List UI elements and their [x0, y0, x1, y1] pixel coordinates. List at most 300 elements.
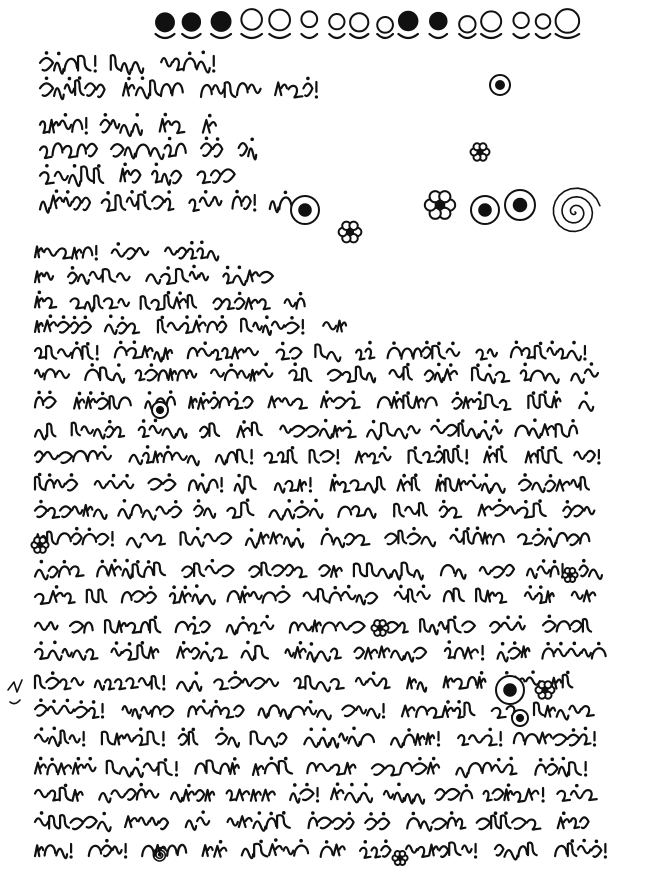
- script-stroke: [527, 569, 537, 578]
- script-stroke: [35, 271, 43, 282]
- script-line: [35, 445, 600, 466]
- script-stroke: [366, 373, 375, 382]
- script-stroke: [547, 764, 558, 775]
- script-stroke: [232, 197, 241, 209]
- script-stroke: [455, 569, 465, 578]
- script-stroke: [204, 508, 215, 517]
- script-stroke: [60, 788, 71, 801]
- script-stroke: [103, 269, 116, 282]
- script-stroke: [63, 146, 76, 158]
- diacritic-dot: [246, 641, 250, 645]
- flower-center: [398, 856, 403, 861]
- diacritic-dot: [88, 757, 92, 761]
- diacritic-dot: [168, 137, 172, 141]
- script-stroke: [81, 166, 92, 181]
- script-stroke: [303, 84, 312, 97]
- script-stroke: [150, 80, 159, 95]
- diacritic-dot: [523, 473, 527, 477]
- diacritic-dot: [48, 390, 52, 394]
- script-stroke: [58, 322, 70, 333]
- script-stroke: [193, 321, 206, 332]
- script-stroke: [214, 648, 227, 658]
- diacritic-dot: [347, 812, 351, 816]
- script-stroke: [208, 480, 217, 490]
- diacritic-dot: [488, 728, 492, 732]
- diacritic-dot: [78, 392, 82, 396]
- diacritic-dot: [572, 341, 576, 345]
- script-stroke: [259, 299, 270, 309]
- script-stroke: [89, 708, 99, 718]
- script-stroke: [518, 846, 527, 856]
- script-stroke: [352, 506, 363, 516]
- diacritic-dot: [49, 314, 53, 318]
- script-stroke: [188, 370, 197, 377]
- script-stroke: [439, 622, 448, 629]
- script-stroke: [203, 845, 213, 856]
- script-stroke: [512, 818, 526, 829]
- diacritic-dot: [485, 473, 489, 477]
- diacritic-dot: [495, 419, 499, 423]
- script-stroke: [294, 538, 303, 547]
- script-stroke: [583, 619, 591, 632]
- script-stroke: [227, 625, 236, 634]
- script-stroke: [222, 348, 231, 358]
- script-stroke: [468, 763, 481, 773]
- script-stroke: [58, 349, 71, 356]
- script-stroke: [296, 298, 304, 308]
- script-stroke: [445, 648, 454, 658]
- diacritic-dot: [233, 757, 237, 761]
- script-stroke: [405, 652, 414, 661]
- diacritic-dot: [513, 641, 517, 645]
- script-stroke: [421, 821, 432, 830]
- script-stroke: [350, 480, 363, 490]
- script-stroke: [534, 503, 546, 516]
- script-stroke: [188, 706, 196, 716]
- script-stroke: [532, 483, 545, 492]
- script-stroke: [378, 569, 390, 578]
- flower-ornament-icon: [471, 143, 490, 160]
- script-stroke: [406, 845, 417, 852]
- diacritic-dot: [73, 164, 77, 168]
- script-stroke: [442, 706, 453, 717]
- script-stroke: [80, 322, 91, 333]
- title-glyph: [481, 11, 501, 31]
- script-stroke: [173, 453, 187, 460]
- diacritic-dot: [235, 190, 239, 194]
- punctuation-dot: [96, 357, 99, 360]
- diacritic-dot: [115, 641, 119, 645]
- diacritic-dot: [412, 812, 416, 816]
- punctuation-dot: [437, 743, 440, 746]
- title-glyph: [350, 13, 368, 31]
- script-stroke: [115, 734, 124, 745]
- script-stroke: [461, 790, 473, 800]
- diacritic-dot: [113, 559, 117, 563]
- script-stroke: [425, 397, 436, 407]
- script-stroke: [135, 735, 147, 745]
- script-stroke: [174, 297, 187, 308]
- diacritic-dot: [325, 840, 329, 844]
- script-stroke: [237, 83, 248, 95]
- script-stroke: [125, 734, 134, 741]
- diacritic-dot: [265, 315, 269, 319]
- script-stroke: [71, 566, 84, 576]
- script-stroke: [213, 299, 222, 310]
- diacritic-dot: [539, 758, 543, 762]
- script-stroke: [436, 480, 444, 491]
- script-stroke: [35, 623, 47, 630]
- script-stroke: [48, 508, 59, 518]
- script-stroke: [540, 395, 551, 408]
- script-stroke: [201, 85, 212, 97]
- diacritic-dot: [188, 52, 192, 56]
- script-stroke: [243, 679, 252, 686]
- diacritic-dot: [325, 390, 329, 394]
- script-stroke: [285, 299, 296, 306]
- diacritic-dot: [234, 671, 238, 675]
- script-stroke: [241, 503, 253, 516]
- script-stroke: [102, 845, 112, 856]
- script-stroke: [473, 533, 481, 543]
- script-stroke: [394, 504, 404, 517]
- script-stroke: [186, 820, 196, 829]
- script-stroke: [192, 594, 201, 603]
- script-stroke: [192, 537, 204, 546]
- script-stroke: [548, 450, 561, 463]
- script-stroke: [448, 620, 460, 633]
- script-stroke: [118, 299, 128, 306]
- script-stroke: [72, 533, 82, 544]
- script-stroke: [366, 593, 377, 604]
- script-stroke: [457, 819, 465, 829]
- spiral-ornament-icon: [512, 710, 528, 726]
- script-stroke: [398, 480, 411, 491]
- script-stroke: [444, 591, 453, 601]
- script-stroke: [525, 789, 538, 800]
- script-stroke: [356, 367, 365, 380]
- script-stroke: [345, 763, 356, 774]
- title-underloop: [430, 34, 448, 38]
- title-underloop: [156, 34, 175, 38]
- script-stroke: [105, 325, 117, 334]
- script-stroke: [578, 846, 591, 853]
- diacritic-dot: [437, 445, 441, 449]
- diacritic-dot: [205, 641, 209, 645]
- script-line: [40, 113, 216, 136]
- diacritic-dot: [406, 391, 410, 395]
- diacritic-dot: [39, 757, 43, 761]
- diacritic-dot: [130, 190, 134, 194]
- punctuation-dot: [85, 131, 88, 134]
- diacritic-dot: [221, 315, 225, 319]
- script-stroke: [170, 593, 178, 603]
- diacritic-dot: [211, 559, 215, 563]
- diacritic-dot: [418, 757, 422, 761]
- script-stroke: [35, 246, 43, 257]
- script-stroke: [485, 591, 494, 602]
- script-stroke: [237, 623, 249, 633]
- script-stroke: [294, 678, 304, 688]
- script-stroke: [492, 708, 506, 718]
- script-stroke: [230, 399, 242, 409]
- script-stroke: [84, 622, 92, 632]
- diacritic-dot: [78, 76, 82, 80]
- title-glyph: [398, 11, 417, 30]
- diacritic-dot: [539, 585, 543, 589]
- diacritic-dot: [169, 390, 173, 394]
- script-stroke: [221, 169, 234, 182]
- script-stroke: [552, 396, 561, 407]
- diacritic-dot: [123, 162, 127, 166]
- script-stroke: [97, 534, 108, 545]
- script-stroke: [444, 450, 452, 463]
- script-stroke: [533, 534, 544, 545]
- script-stroke: [407, 678, 416, 689]
- script-stroke: [88, 451, 98, 461]
- script-stroke: [54, 63, 63, 74]
- diacritic-dot: [451, 342, 455, 346]
- title-underloop: [556, 34, 580, 38]
- script-stroke: [227, 508, 240, 518]
- script-stroke: [146, 274, 160, 283]
- script-stroke: [361, 734, 374, 744]
- diacritic-dot: [582, 839, 586, 843]
- script-stroke: [35, 594, 49, 604]
- script-stroke: [412, 478, 420, 491]
- script-stroke: [165, 145, 175, 157]
- script-stroke: [404, 367, 412, 380]
- script-stroke: [509, 648, 521, 659]
- script-stroke: [262, 790, 275, 801]
- diacritic-dot: [127, 77, 131, 81]
- diacritic-dot: [178, 291, 182, 295]
- script-line: [35, 559, 602, 580]
- title-underloop: [301, 34, 317, 38]
- punctuation-dot: [253, 208, 256, 211]
- diacritic-dot: [504, 811, 508, 815]
- script-stroke: [501, 623, 515, 630]
- diacritic-dot: [105, 839, 109, 843]
- script-stroke: [556, 533, 567, 543]
- diacritic-dot: [264, 363, 268, 367]
- diacritic-dot: [523, 363, 527, 367]
- script-stroke: [501, 816, 511, 829]
- script-stroke: [277, 815, 290, 828]
- script-stroke: [278, 452, 287, 462]
- diacritic-dot: [38, 473, 42, 477]
- script-stroke: [288, 86, 302, 98]
- script-stroke: [414, 397, 424, 408]
- script-stroke: [191, 681, 201, 690]
- script-stroke: [101, 120, 111, 133]
- script-stroke: [447, 818, 456, 828]
- script-stroke: [162, 428, 176, 437]
- script-stroke: [228, 591, 239, 601]
- script-stroke: [413, 348, 421, 358]
- script-stroke: [200, 621, 210, 632]
- script-stroke: [239, 816, 252, 827]
- title-glyph: [556, 9, 580, 33]
- script-stroke: [73, 763, 84, 774]
- diacritic-dot: [333, 586, 337, 590]
- script-stroke: [304, 592, 317, 599]
- script-stroke: [364, 508, 375, 517]
- script-stroke: [284, 509, 294, 518]
- script-stroke: [269, 396, 281, 407]
- script-stroke: [496, 593, 507, 603]
- script-stroke: [97, 566, 107, 576]
- script-stroke: [472, 368, 483, 381]
- script-stroke: [385, 534, 397, 545]
- script-stroke: [35, 570, 48, 579]
- script-stroke: [319, 738, 329, 747]
- script-stroke: [53, 143, 63, 155]
- diacritic-dot: [395, 391, 399, 395]
- script-stroke: [138, 194, 150, 209]
- script-stroke: [295, 507, 308, 518]
- script-stroke: [290, 622, 298, 632]
- script-stroke: [426, 733, 434, 744]
- script-stroke: [182, 566, 193, 577]
- diacritic-dot: [70, 473, 74, 477]
- script-stroke: [65, 593, 75, 603]
- script-stroke: [235, 484, 244, 493]
- diacritic-dot: [364, 783, 368, 787]
- script-stroke: [207, 322, 217, 332]
- script-stroke: [35, 370, 43, 377]
- script-stroke: [534, 703, 544, 716]
- diacritic-dot: [293, 362, 297, 366]
- script-stroke: [449, 508, 461, 518]
- diacritic-dot: [571, 419, 575, 423]
- script-stroke: [198, 349, 212, 356]
- script-stroke: [77, 144, 86, 156]
- script-stroke: [316, 682, 330, 691]
- script-stroke: [483, 533, 492, 544]
- script-stroke: [507, 506, 518, 513]
- script-stroke: [539, 733, 551, 744]
- script-stroke: [66, 480, 77, 491]
- script-stroke: [579, 401, 593, 410]
- script-stroke: [360, 793, 372, 802]
- diacritic-dot: [299, 839, 303, 843]
- diacritic-dot: [555, 390, 559, 394]
- diacritic-dot: [149, 586, 153, 590]
- diacritic-dot: [548, 615, 552, 619]
- diacritic-dot: [397, 783, 401, 787]
- script-stroke: [574, 452, 585, 459]
- diacritic-dot: [190, 241, 194, 245]
- script-stroke: [265, 453, 277, 463]
- script-stroke: [188, 348, 198, 358]
- script-stroke: [435, 451, 443, 462]
- script-stroke: [321, 396, 332, 407]
- script-stroke: [220, 764, 229, 774]
- script-stroke: [203, 120, 216, 133]
- script-stroke: [294, 567, 306, 577]
- script-stroke: [139, 818, 149, 825]
- script-stroke: [35, 477, 44, 490]
- diacritic-dot: [453, 616, 457, 620]
- script-stroke: [385, 765, 399, 775]
- script-stroke: [148, 479, 162, 490]
- script-line: [35, 498, 594, 519]
- diacritic-dot: [300, 500, 304, 504]
- script-stroke: [69, 175, 80, 186]
- diacritic-dot: [384, 839, 388, 843]
- script-stroke: [546, 591, 554, 602]
- diacritic-dot: [476, 526, 480, 530]
- script-stroke: [132, 768, 143, 777]
- diacritic-dot: [548, 527, 552, 531]
- script-stroke: [557, 791, 570, 801]
- script-stroke: [61, 706, 74, 713]
- script-stroke: [391, 651, 404, 660]
- script-stroke: [260, 272, 273, 283]
- script-stroke: [342, 372, 354, 382]
- script-stroke: [216, 734, 227, 745]
- diacritic-dot: [86, 342, 90, 346]
- script-stroke: [189, 624, 199, 634]
- script-stroke: [248, 148, 256, 159]
- script-stroke: [35, 763, 46, 774]
- diacritic-dot: [139, 727, 143, 731]
- script-stroke: [163, 348, 172, 359]
- script-stroke: [356, 595, 365, 604]
- script-stroke: [558, 817, 569, 828]
- script-stroke: [189, 732, 198, 745]
- loop-core: [504, 684, 517, 697]
- script-stroke: [321, 847, 333, 857]
- diacritic-dot: [204, 190, 208, 194]
- script-stroke: [35, 845, 43, 856]
- script-stroke: [592, 648, 606, 658]
- diacritic-dot: [484, 420, 488, 424]
- script-stroke: [317, 764, 331, 771]
- script-stroke: [172, 122, 184, 134]
- title-underloop: [241, 34, 262, 38]
- script-stroke: [439, 846, 448, 857]
- script-stroke: [414, 648, 426, 659]
- diacritic-dot: [196, 527, 200, 531]
- spiral-ornament-icon: [490, 75, 510, 95]
- script-stroke: [546, 481, 556, 492]
- script-stroke: [435, 373, 443, 382]
- diacritic-dot: [270, 757, 274, 761]
- script-stroke: [150, 426, 162, 433]
- script-stroke: [147, 790, 159, 797]
- script-stroke: [582, 706, 594, 716]
- script-stroke: [484, 451, 495, 462]
- script-stroke: [441, 565, 454, 575]
- script-stroke: [584, 591, 596, 602]
- diacritic-dot: [109, 314, 113, 318]
- script-stroke: [266, 679, 278, 686]
- diacritic-dot: [546, 642, 550, 646]
- script-stroke: [345, 534, 354, 545]
- diacritic-dot: [539, 342, 543, 346]
- diacritic-dot: [238, 292, 242, 296]
- script-stroke: [158, 320, 166, 333]
- script-stroke: [270, 201, 279, 212]
- script-stroke: [48, 707, 60, 714]
- script-stroke: [152, 706, 161, 716]
- diacritic-dot: [62, 315, 66, 319]
- script-stroke: [493, 789, 504, 800]
- diacritic-dot: [412, 527, 416, 531]
- script-stroke: [290, 348, 301, 359]
